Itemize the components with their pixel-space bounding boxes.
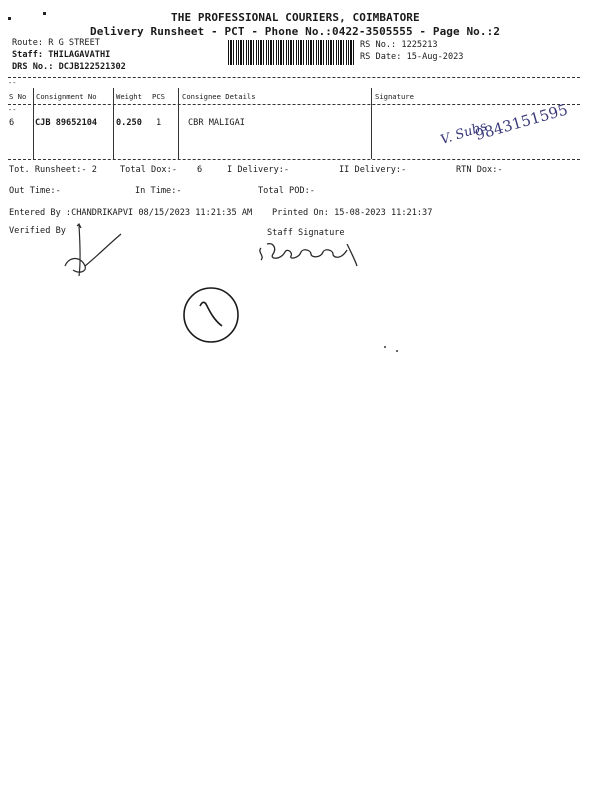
staff-signature-label: Staff Signature (267, 228, 345, 238)
divider-mark: -- (8, 106, 17, 114)
barcode (228, 40, 356, 65)
printed-on: Printed On: 15-08-2023 11:21:37 (272, 208, 433, 218)
total-dox-label: Total Dox:- (120, 165, 177, 175)
table-bottom-divider (8, 159, 580, 160)
handwritten-phone-number: 9843151595 (473, 100, 570, 144)
route-label: Route: R G STREET (12, 38, 100, 48)
total-pod: Total POD:- (258, 186, 315, 196)
rtn-dox: RTN Dox:- (456, 165, 503, 175)
col-divider (178, 88, 179, 159)
company-title: THE PROFESSIONAL COURIERS, COIMBATORE (171, 11, 420, 24)
cell-consignee: CBR MALIGAI (188, 118, 245, 128)
header-bottom-divider (8, 104, 580, 105)
column-header-sno: S No (9, 92, 27, 101)
divider-mark: -- (8, 79, 17, 87)
drs-number: DRS No.: DCJB122521302 (12, 62, 126, 72)
column-header-consignment: Consignment No (36, 92, 97, 101)
rs-number: RS No.: 1225213 (360, 40, 438, 50)
column-header-weight: Weight (116, 92, 142, 101)
in-time: In Time:- (135, 186, 182, 196)
out-time: Out Time:- (9, 186, 61, 196)
cell-pcs: 1 (156, 118, 162, 128)
col-divider (33, 88, 34, 159)
stray-mark (396, 350, 398, 352)
rs-date: RS Date: 15-Aug-2023 (360, 52, 464, 62)
total-runsheet: Tot. Runsheet:- 2 (9, 165, 97, 175)
staff-signature (255, 238, 365, 268)
column-header-pcs: PCS (152, 92, 165, 101)
stray-mark (8, 17, 11, 20)
cell-sno: 6 (9, 118, 15, 128)
verified-by-label: Verified By (9, 226, 66, 236)
cell-consignment-no: CJB 89652104 (35, 118, 98, 128)
total-dox-value: 6 (197, 165, 203, 175)
staff-label: Staff: THILAGAVATHI (12, 50, 111, 60)
col-divider (371, 88, 372, 159)
circled-one-mark (182, 284, 242, 346)
stray-mark (384, 346, 386, 348)
ii-delivery: II Delivery:- (339, 165, 407, 175)
column-header-signature: Signature (375, 92, 414, 101)
verifier-signature (55, 222, 135, 282)
i-delivery: I Delivery:- (227, 165, 290, 175)
table-top-divider (8, 77, 580, 78)
runsheet-subtitle: Delivery Runsheet - PCT - Phone No.:0422-3505555 - Page No.:2 (90, 25, 501, 38)
col-divider (113, 88, 114, 159)
entered-by: Entered By :CHANDRIKAPVI 08/15/2023 11:21:35 AM (9, 208, 253, 218)
stray-mark (43, 12, 46, 15)
cell-weight: 0.250 (116, 118, 142, 128)
column-header-consignee: Consignee Details (182, 92, 256, 101)
handwritten-signature-note: V. Subs (438, 119, 489, 148)
